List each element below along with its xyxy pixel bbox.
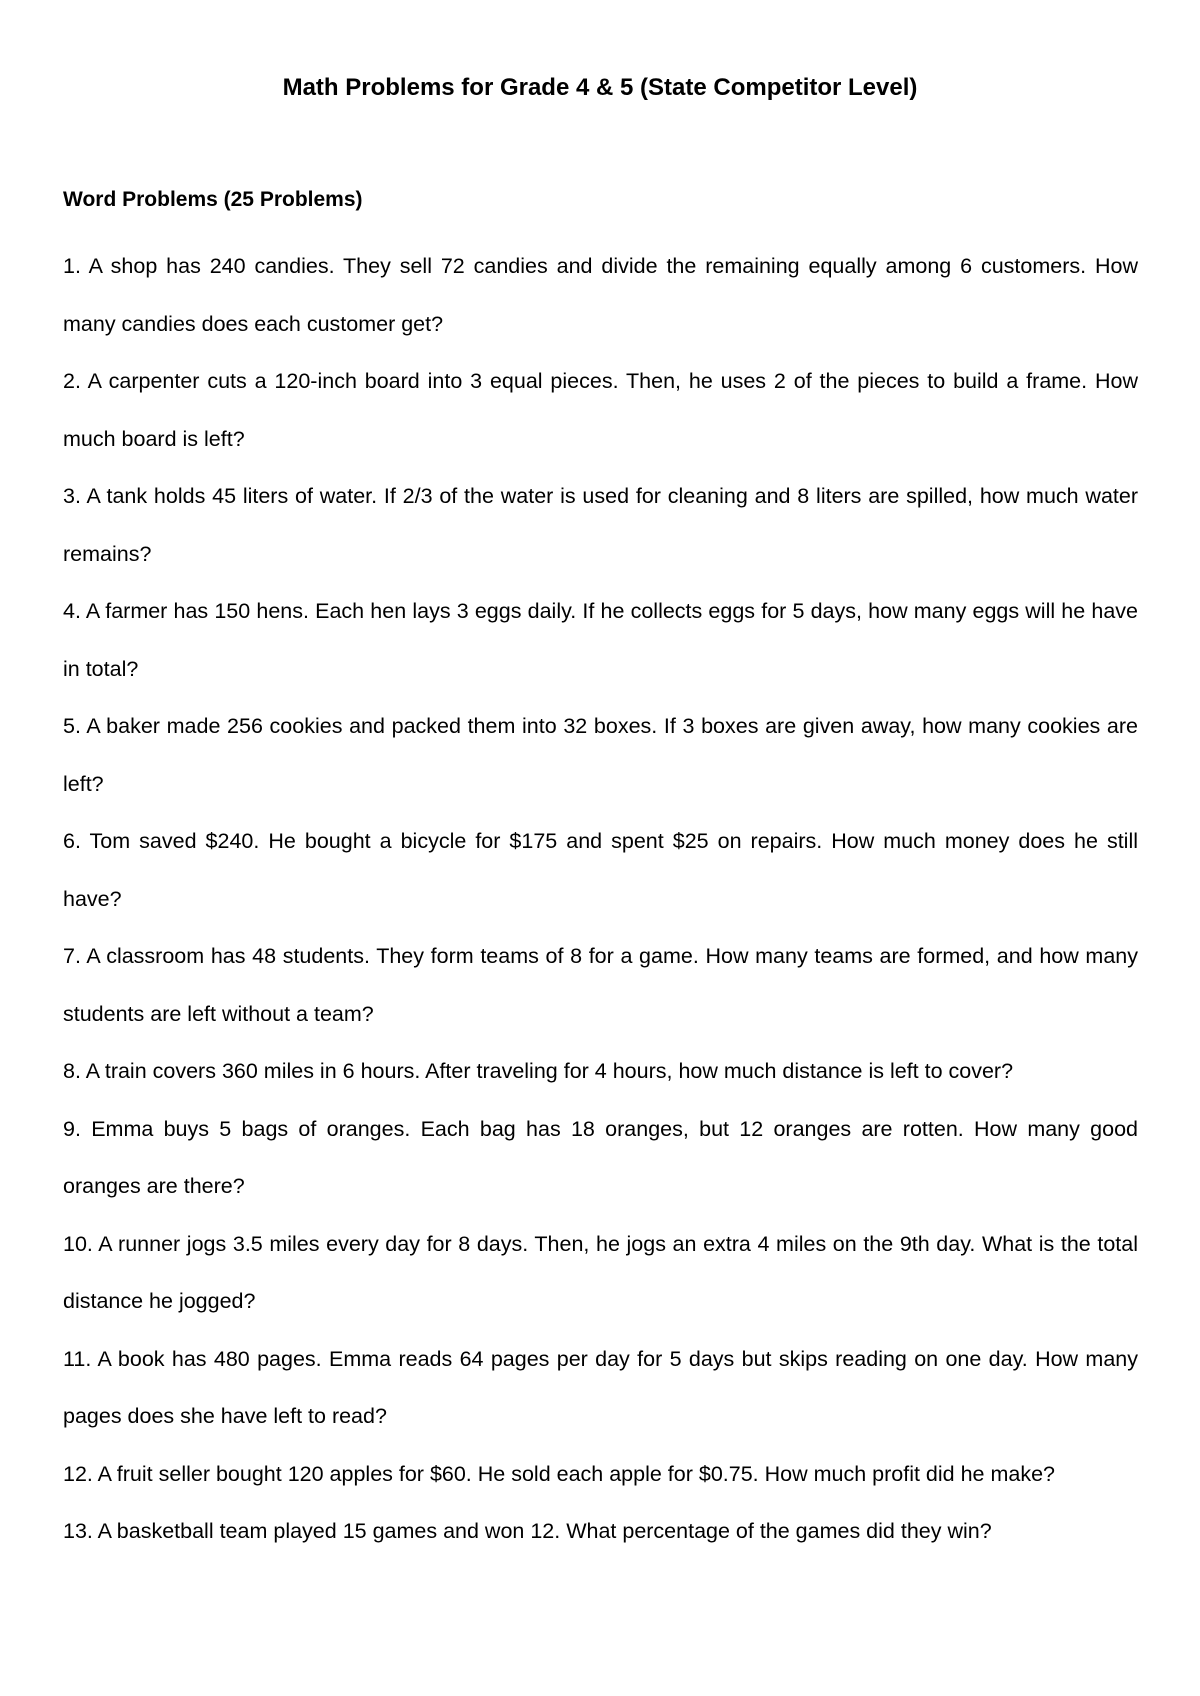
- problem-item: 12. A fruit seller bought 120 apples for $60. He sold each apple for $0.75. How much profit did he make?: [63, 1461, 1056, 1486]
- problem-item: 2. A carpenter cuts a 120-inch board into 3 equal pieces. Then, he uses 2 of the pieces to build a frame. How much board is left?: [63, 369, 1138, 451]
- document-title: Math Problems for Grade 4 & 5 (State Competitor Level): [282, 74, 918, 101]
- problem-list: [63, 238, 1138, 1561]
- problem-item: 8. A train covers 360 miles in 6 hours. After traveling for 4 hours, how much distance is left to cover?: [63, 1059, 1014, 1083]
- problem-item: 1. A shop has 240 candies. They sell 72 candies and divide the remaining equally among 6 customers. How many candies does each customer get?: [63, 254, 1138, 336]
- problem-item: 10. A runner jogs 3.5 miles every day for 8 days. Then, he jogs an extra 4 miles on the 9th day. What is the total distance he jogged?: [63, 1231, 1138, 1313]
- problem-item: 5. A baker made 256 cookies and packed them into 32 boxes. If 3 boxes are given away, how many cookies are left?: [63, 714, 1138, 796]
- problem-item: 7. A classroom has 48 students. They form teams of 8 for a game. How many teams are formed, and how many students are left without a team?: [63, 944, 1138, 1026]
- problem-item: 4. A farmer has 150 hens. Each hen lays 3 eggs daily. If he collects eggs for 5 days, how many eggs will he have in total?: [63, 599, 1138, 681]
- problem-item: 6. Tom saved $240. He bought a bicycle for $175 and spent $25 on repairs. How much money does he still have?: [63, 829, 1138, 911]
- problem-item: 11. A book has 480 pages. Emma reads 64 pages per day for 5 days but skips reading on one day. How many pages does she have left to read?: [63, 1346, 1138, 1428]
- section-heading: Word Problems (25 Problems): [63, 188, 363, 211]
- problem-item: 13. A basketball team played 15 games and won 12. What percentage of the games did they win?: [63, 1519, 992, 1543]
- problem-item: 9. Emma buys 5 bags of oranges. Each bag has 18 oranges, but 12 oranges are rotten. How many good oranges are there?: [63, 1116, 1138, 1198]
- problem-item: 3. A tank holds 45 liters of water. If 2/3 of the water is used for cleaning and 8 liters are spilled, how much water remains?: [63, 484, 1138, 566]
